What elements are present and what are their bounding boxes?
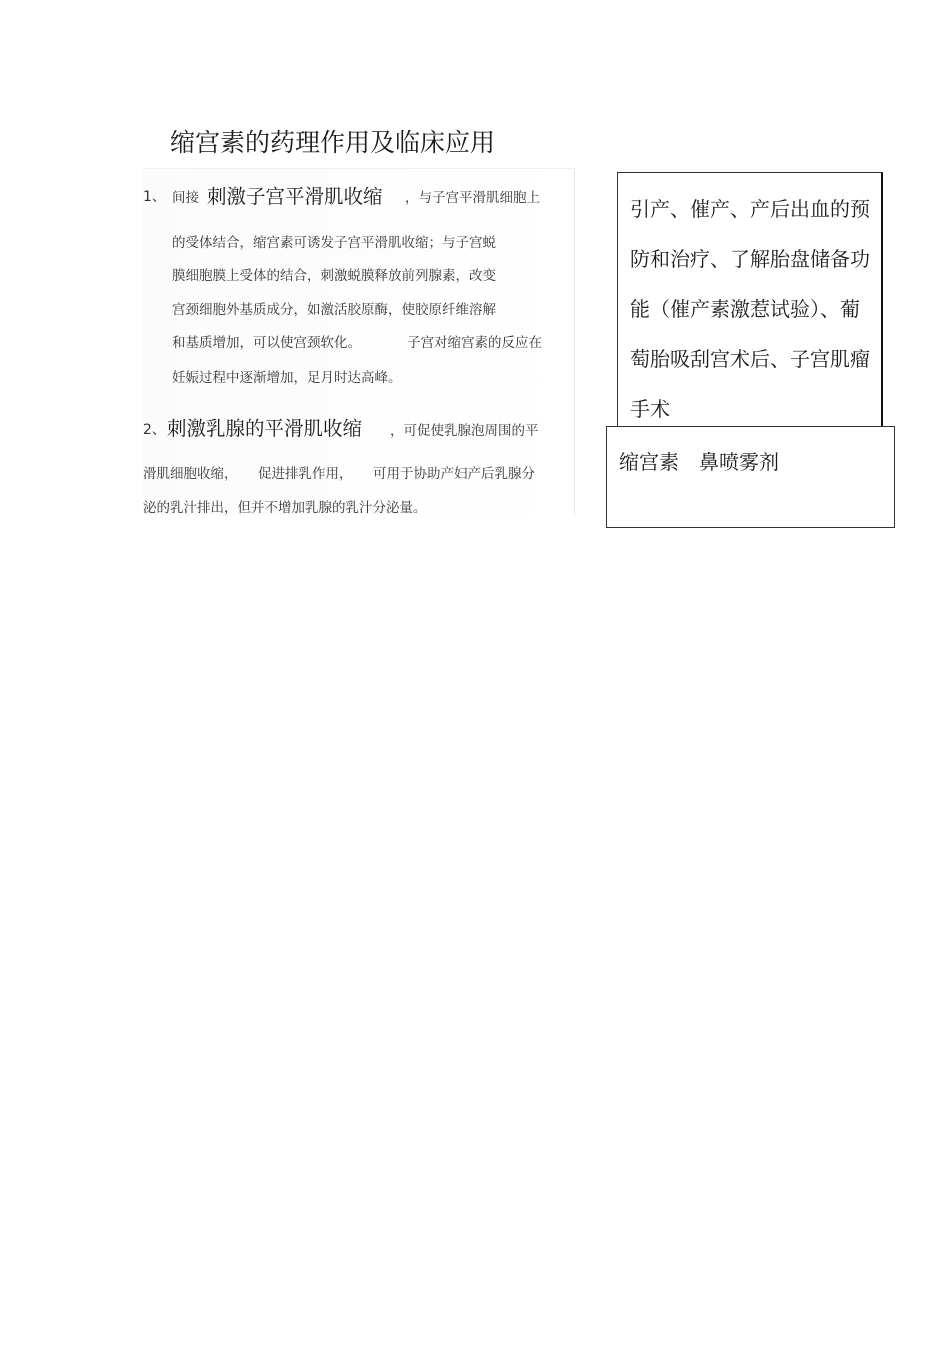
section1-line: ，与子宫平滑肌细胞上 xyxy=(405,190,540,206)
page-title: 缩宫素的药理作用及临床应用 xyxy=(170,128,496,157)
section2-line: 滑肌细胞收缩， xyxy=(143,466,238,482)
section1-line: 和基质增加，可以使宫颈软化。 xyxy=(172,335,361,351)
section1-line: 子宫对缩宫素的反应在 xyxy=(407,335,542,351)
section2-line: ，可促使乳腺泡周围的平 xyxy=(390,423,539,439)
nasal-spray-box xyxy=(606,426,895,528)
section1-line: 的受体结合，缩宫素可诱发子宫平滑肌收缩；与子宫蜕 xyxy=(172,235,496,251)
section2-number: 2、 xyxy=(143,422,166,438)
section1-line: 膜细胞膜上受体的结合，刺激蜕膜释放前列腺素，改变 xyxy=(172,268,496,284)
section2-line: 促进排乳作用， xyxy=(258,466,353,482)
section2-line: 泌的乳汁排出，但并不增加乳腺的乳汁分泌量。 xyxy=(143,500,427,516)
section2-line: 可用于协助产妇产后乳腺分 xyxy=(373,466,535,482)
section1-prefix: 间接 xyxy=(172,190,199,206)
nasal-spray-text: 缩宫素 鼻喷雾剂 xyxy=(619,450,779,474)
clinical-uses-box xyxy=(617,172,883,427)
section1-line: 宫颈细胞外基质成分，如激活胶原酶，使胶原纤维溶解 xyxy=(172,302,496,318)
section1-number: 1、 xyxy=(143,189,166,205)
clinical-uses-text: 引产、催产、产后出血的预防和治疗、了解胎盘储备功能（催产素激惹试验）、葡萄胎吸刮宫术后、子宫肌瘤手术 xyxy=(630,197,870,421)
section1-line: 妊娠过程中逐渐增加，足月时达高峰。 xyxy=(172,370,402,386)
section2-heading: 刺激乳腺的平滑肌收缩 xyxy=(167,417,363,440)
section1-heading: 刺激子宫平滑肌收缩 xyxy=(207,185,383,208)
